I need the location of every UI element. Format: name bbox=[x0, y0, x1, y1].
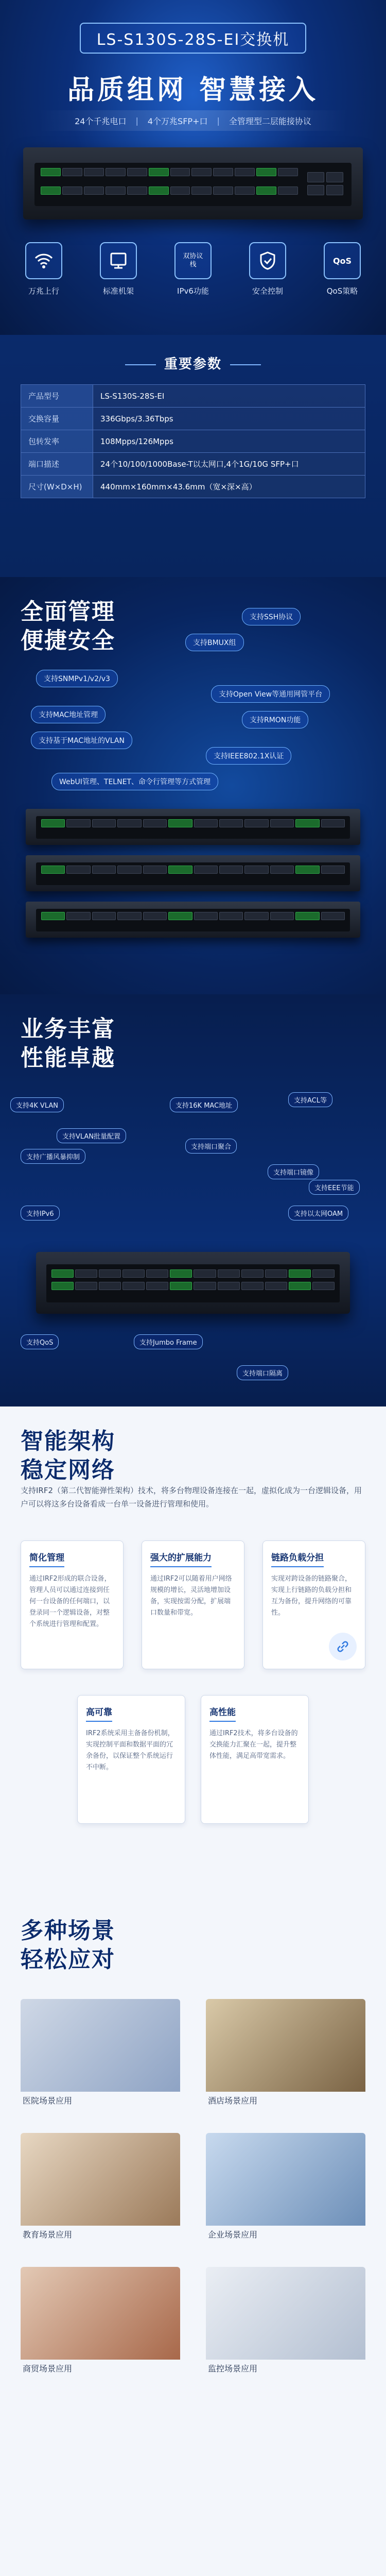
scene-card bbox=[21, 1999, 180, 2110]
port bbox=[84, 187, 104, 195]
feature-callout: 支持端口隔离 bbox=[237, 1365, 288, 1380]
feature-tag: 支持SNMPv1/v2/v3 bbox=[36, 670, 118, 687]
param-value: 108Mpps/126Mpps bbox=[93, 430, 365, 453]
architecture-section bbox=[0, 1406, 386, 1896]
key-params-section bbox=[0, 335, 386, 577]
port bbox=[149, 168, 169, 176]
port bbox=[92, 912, 116, 920]
feature-callout: 支持以太网OAM bbox=[288, 1206, 348, 1221]
port bbox=[66, 866, 90, 874]
card-title: 高性能 bbox=[209, 1705, 236, 1722]
scene-card bbox=[206, 2267, 365, 2378]
card-desc: 通过IRF2形成的联合设备，管理人员可以通过连接到任何一台设备的任何端口，以登录同一个逻辑设备，对整个系统进行管理和配置。 bbox=[29, 1575, 111, 1628]
port-grid bbox=[41, 912, 345, 920]
port bbox=[278, 187, 298, 195]
port bbox=[66, 912, 90, 920]
title-line: 性能卓越 bbox=[21, 1045, 115, 1071]
port bbox=[270, 866, 294, 874]
port bbox=[244, 912, 268, 920]
port bbox=[92, 866, 116, 874]
param-key: 尺寸(W×D×H) bbox=[21, 476, 93, 498]
port bbox=[218, 1282, 240, 1290]
port bbox=[146, 1282, 168, 1290]
port bbox=[168, 819, 192, 827]
management-icon bbox=[100, 242, 137, 279]
port bbox=[117, 819, 141, 827]
port-grid bbox=[41, 168, 298, 176]
port-grid bbox=[51, 1282, 335, 1290]
mall-scene-image bbox=[21, 2267, 180, 2360]
feature-tag: 支持MAC地址管理 bbox=[31, 706, 106, 723]
feature-item bbox=[242, 242, 293, 296]
feature-label: 安全控制 bbox=[252, 286, 283, 296]
port bbox=[106, 168, 126, 176]
scene-card bbox=[206, 1999, 365, 2110]
ipv6-icon-text: 双协议 栈 bbox=[183, 252, 203, 268]
scene-caption: 商贸场景应用 bbox=[23, 2364, 73, 2374]
param-row bbox=[21, 476, 365, 498]
title-line: 稳定网络 bbox=[21, 1457, 115, 1483]
switch-image bbox=[36, 1252, 350, 1314]
arch-intro: 支持IRF2（第二代智能弹性架构）技术，将多台物理设备连接在一起，虚拟化成为一台逻辑设备，用户可以将这多台设备看成一台单一设备进行管理和使用。 bbox=[21, 1486, 362, 1509]
port bbox=[312, 1282, 335, 1290]
param-value: 24个10/100/1000Base-T以太网口,4个1G/10G SFP+口 bbox=[93, 453, 365, 476]
key-params-table bbox=[21, 384, 365, 498]
feature-tag: 支持SSH协议 bbox=[242, 608, 301, 625]
port bbox=[218, 1269, 240, 1278]
port bbox=[117, 912, 141, 920]
port bbox=[168, 866, 192, 874]
section-title: 重要参数 bbox=[0, 353, 386, 372]
port bbox=[312, 1269, 335, 1278]
port bbox=[194, 866, 218, 874]
qos-icon bbox=[324, 242, 361, 279]
link-icon bbox=[329, 1633, 357, 1660]
management-section bbox=[0, 577, 386, 994]
port bbox=[295, 819, 319, 827]
port bbox=[265, 1269, 287, 1278]
port bbox=[84, 168, 104, 176]
scene-caption: 教育场景应用 bbox=[23, 2230, 73, 2240]
port bbox=[219, 866, 243, 874]
port bbox=[127, 168, 147, 176]
port bbox=[321, 819, 345, 827]
card-desc: 实现对跨设备的链路聚合，实现上行链路的负载分担和互为备份，提升网络的可靠性。 bbox=[271, 1575, 352, 1617]
spec-separator: | bbox=[135, 115, 138, 126]
scene-caption: 企业场景应用 bbox=[208, 2230, 258, 2240]
port bbox=[270, 819, 294, 827]
port bbox=[106, 187, 126, 195]
param-key: 交换容量 bbox=[21, 408, 93, 430]
port-grid bbox=[41, 866, 345, 874]
business-section bbox=[0, 994, 386, 1406]
port bbox=[41, 866, 65, 874]
port bbox=[219, 912, 243, 920]
title-line: 业务丰富 bbox=[21, 1016, 115, 1042]
port bbox=[194, 1269, 216, 1278]
scene-caption: 酒店场景应用 bbox=[208, 2096, 258, 2106]
qos-icon-text: QoS bbox=[332, 256, 352, 266]
scene-card bbox=[21, 2267, 180, 2378]
param-row bbox=[21, 385, 365, 408]
port-grid bbox=[41, 819, 345, 827]
card-desc: 通过IRF2可以随着用户网络规模的增长，灵活地增加设备，实现按需分配，扩展端口数量和带宽。 bbox=[150, 1575, 232, 1617]
port bbox=[122, 1269, 145, 1278]
feature-label: 标准机架 bbox=[102, 286, 134, 296]
port bbox=[99, 1269, 121, 1278]
title-line: 全面管理 bbox=[21, 599, 115, 625]
feature-card bbox=[21, 1540, 124, 1669]
param-key: 端口描述 bbox=[21, 453, 93, 476]
feature-label: QoS策略 bbox=[326, 286, 358, 296]
switch-image bbox=[23, 147, 363, 219]
port bbox=[170, 168, 190, 176]
port bbox=[191, 168, 212, 176]
hero-spec: 全管理型二层能接协议 bbox=[229, 116, 311, 126]
scene-card bbox=[206, 2133, 365, 2244]
switch-image bbox=[26, 902, 360, 938]
feature-callout: 支持EEE节能 bbox=[309, 1180, 360, 1195]
port bbox=[170, 1282, 192, 1290]
title-line: 智能架构 bbox=[21, 1428, 115, 1454]
card-title: 简化管理 bbox=[29, 1550, 64, 1567]
param-value: LS-S130S-28S-EI bbox=[93, 385, 365, 408]
port bbox=[321, 866, 345, 874]
title-line: 便捷安全 bbox=[21, 628, 115, 654]
port bbox=[194, 1282, 216, 1290]
feature-item bbox=[317, 242, 368, 296]
param-row bbox=[21, 430, 365, 453]
port bbox=[194, 819, 218, 827]
feature-item bbox=[18, 242, 69, 296]
port bbox=[62, 187, 82, 195]
scenes-section bbox=[0, 1896, 386, 2576]
scene-caption: 监控场景应用 bbox=[208, 2364, 258, 2374]
port bbox=[244, 819, 268, 827]
port bbox=[92, 819, 116, 827]
port bbox=[289, 1282, 311, 1290]
feature-callout: 支持端口聚合 bbox=[185, 1139, 237, 1154]
education-scene-image bbox=[21, 2133, 180, 2226]
param-value: 336Gbps/3.36Tbps bbox=[93, 408, 365, 430]
port bbox=[75, 1282, 97, 1290]
port bbox=[75, 1269, 97, 1278]
port bbox=[278, 168, 298, 176]
port-grid bbox=[51, 1269, 335, 1278]
port bbox=[235, 187, 255, 195]
feature-callout: 支持Jumbo Frame bbox=[134, 1334, 203, 1349]
model-label: LS-S130S-28S-EI交换机 bbox=[80, 23, 306, 54]
port bbox=[170, 187, 190, 195]
feature-card bbox=[77, 1695, 185, 1824]
scene-card bbox=[21, 2133, 180, 2244]
port bbox=[149, 187, 169, 195]
feature-item bbox=[93, 242, 144, 296]
feature-callout: 支持端口镜像 bbox=[268, 1164, 319, 1179]
hospital-scene-image bbox=[21, 1999, 180, 2092]
card-title: 链路负载分担 bbox=[271, 1550, 324, 1567]
ipv6-icon bbox=[174, 242, 212, 279]
port bbox=[168, 912, 192, 920]
shield-icon bbox=[249, 242, 286, 279]
feature-icon-row bbox=[18, 242, 368, 296]
port bbox=[321, 912, 345, 920]
port bbox=[289, 1269, 311, 1278]
port bbox=[241, 1269, 264, 1278]
param-key: 包转发率 bbox=[21, 430, 93, 453]
feature-card bbox=[262, 1540, 365, 1669]
port bbox=[146, 1269, 168, 1278]
port bbox=[143, 866, 167, 874]
section-title bbox=[21, 1917, 115, 1974]
switch-front-panel bbox=[34, 163, 352, 206]
port bbox=[127, 187, 147, 195]
param-value: 440mm×160mm×43.6mm（宽×深×高） bbox=[93, 476, 365, 498]
feature-tag: 支持RMON功能 bbox=[242, 711, 308, 728]
enterprise-scene-image bbox=[206, 2133, 365, 2226]
port bbox=[170, 1269, 192, 1278]
hotel-scene-image bbox=[206, 1999, 365, 2092]
port bbox=[194, 912, 218, 920]
card-desc: IRF2系统采用主备备份机制，实现控制平面和数据平面的冗余备份，以保证整个系统运行不中断。 bbox=[86, 1730, 174, 1771]
port bbox=[62, 168, 82, 176]
param-row bbox=[21, 408, 365, 430]
hero-section bbox=[0, 0, 386, 335]
title-line: 多种场景 bbox=[21, 1918, 115, 1944]
port bbox=[66, 819, 90, 827]
card-title: 高可靠 bbox=[86, 1705, 112, 1722]
feature-callout: 支持4K VLAN bbox=[10, 1097, 64, 1112]
port bbox=[219, 819, 243, 827]
param-key: 产品型号 bbox=[21, 385, 93, 408]
feature-tag: 支持BMUX组 bbox=[185, 634, 244, 651]
switch-image bbox=[26, 809, 360, 845]
feature-callout: 支持广播风暴抑制 bbox=[21, 1149, 85, 1164]
hero-spec-strip bbox=[39, 110, 347, 131]
port bbox=[143, 912, 167, 920]
feature-callout: 支持VLAN批量配置 bbox=[57, 1128, 126, 1143]
port bbox=[265, 1282, 287, 1290]
port bbox=[244, 866, 268, 874]
port bbox=[41, 187, 61, 195]
port bbox=[51, 1269, 74, 1278]
port bbox=[213, 168, 233, 176]
section-title bbox=[21, 1015, 115, 1073]
feature-callout: 支持QoS bbox=[21, 1334, 59, 1349]
port bbox=[41, 168, 61, 176]
feature-label: 万兆上行 bbox=[28, 286, 59, 296]
port bbox=[270, 912, 294, 920]
port bbox=[117, 866, 141, 874]
feature-tag: 支持基于MAC地址的VLAN bbox=[31, 732, 132, 749]
port bbox=[256, 187, 276, 195]
port bbox=[99, 1282, 121, 1290]
feature-tag: WebUI管理、TELNET、命令行管理等方式管理 bbox=[51, 773, 218, 790]
feature-tag: 支持IEEE802.1X认证 bbox=[206, 747, 291, 765]
spec-separator: | bbox=[217, 115, 220, 126]
feature-card bbox=[201, 1695, 309, 1824]
port-grid bbox=[41, 187, 298, 195]
port bbox=[41, 912, 65, 920]
feature-callout: 支持16K MAC地址 bbox=[170, 1097, 238, 1112]
hero-title: 品质组网 智慧接入 bbox=[67, 75, 319, 106]
card-desc: 通过IRF2技术，将多台设备的交换能力汇聚在一起，提升整体性能，满足高带宽需求。 bbox=[209, 1730, 298, 1760]
port bbox=[241, 1282, 264, 1290]
switch-image bbox=[26, 855, 360, 891]
port bbox=[143, 819, 167, 827]
scene-caption: 医院场景应用 bbox=[23, 2096, 73, 2106]
section-title bbox=[21, 598, 115, 655]
port bbox=[41, 819, 65, 827]
port bbox=[191, 187, 212, 195]
surveillance-scene-image bbox=[206, 2267, 365, 2360]
param-row bbox=[21, 453, 365, 476]
port bbox=[122, 1282, 145, 1290]
port bbox=[295, 866, 319, 874]
port bbox=[213, 187, 233, 195]
feature-callout: 支持IPv6 bbox=[21, 1206, 60, 1221]
hero-spec: 4个万兆SFP+口 bbox=[147, 116, 208, 126]
port bbox=[235, 168, 255, 176]
port bbox=[51, 1282, 74, 1290]
feature-callout: 支持ACL等 bbox=[288, 1092, 332, 1107]
section-title bbox=[21, 1427, 115, 1485]
card-title: 强大的扩展能力 bbox=[150, 1550, 212, 1567]
sfp-ports bbox=[307, 172, 343, 196]
hero-spec: 24个千兆电口 bbox=[75, 116, 127, 126]
port bbox=[256, 168, 276, 176]
wifi-icon bbox=[25, 242, 62, 279]
port bbox=[295, 912, 319, 920]
feature-tag: 支持Open View等通用网管平台 bbox=[211, 685, 330, 703]
feature-label: IPv6功能 bbox=[177, 286, 209, 296]
feature-card bbox=[142, 1540, 244, 1669]
feature-item bbox=[167, 242, 219, 296]
title-line: 轻松应对 bbox=[21, 1946, 115, 1973]
